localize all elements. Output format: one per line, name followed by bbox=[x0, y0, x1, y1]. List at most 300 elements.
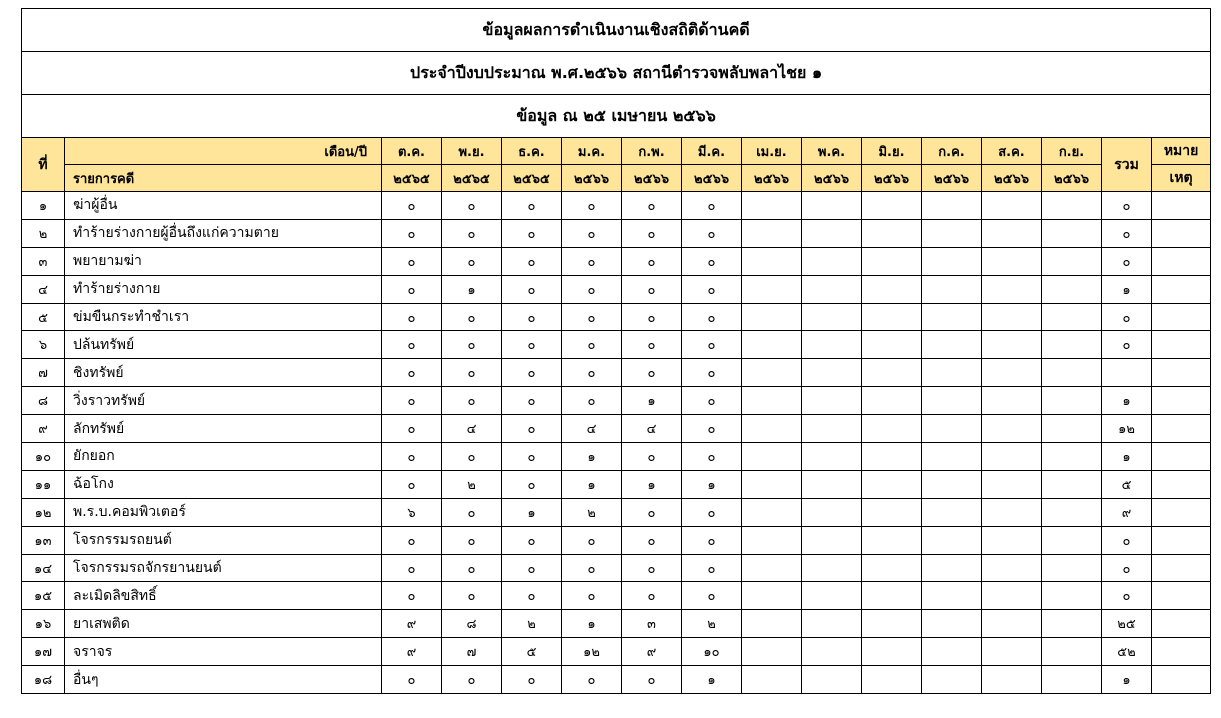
month-value: ๙ bbox=[622, 638, 682, 666]
row-number: ๑๖ bbox=[22, 610, 65, 638]
month-value: ๐ bbox=[622, 582, 682, 610]
month-value bbox=[802, 526, 862, 554]
header-month: ก.ย. bbox=[1042, 138, 1102, 165]
month-value: ๐ bbox=[502, 443, 562, 471]
month-value: ๐ bbox=[442, 219, 502, 247]
row-remark bbox=[1152, 526, 1211, 554]
month-value bbox=[742, 359, 802, 387]
month-value bbox=[922, 638, 982, 666]
row-number: ๑๓ bbox=[22, 526, 65, 554]
case-name: ฆ่าผู้อื่น bbox=[65, 192, 382, 220]
month-value bbox=[742, 470, 802, 498]
month-value: ๐ bbox=[442, 192, 502, 220]
month-value bbox=[1042, 526, 1102, 554]
row-remark bbox=[1152, 610, 1211, 638]
month-value bbox=[862, 638, 922, 666]
month-value: ๑ bbox=[562, 443, 622, 471]
header-month: พ.ย. bbox=[442, 138, 502, 165]
month-value bbox=[802, 359, 862, 387]
month-value bbox=[982, 526, 1042, 554]
month-value bbox=[922, 303, 982, 331]
month-value bbox=[982, 443, 1042, 471]
month-value bbox=[862, 526, 922, 554]
month-value bbox=[982, 554, 1042, 582]
row-number: ๘ bbox=[22, 387, 65, 415]
month-value: ๐ bbox=[622, 219, 682, 247]
month-value bbox=[862, 415, 922, 443]
month-value bbox=[982, 470, 1042, 498]
month-value: ๖ bbox=[382, 498, 442, 526]
month-value: ๙ bbox=[382, 638, 442, 666]
header-month: มิ.ย. bbox=[862, 138, 922, 165]
month-value bbox=[922, 247, 982, 275]
row-remark bbox=[1152, 582, 1211, 610]
month-value: ๑ bbox=[502, 498, 562, 526]
row-number: ๑๔ bbox=[22, 554, 65, 582]
month-value: ๐ bbox=[562, 192, 622, 220]
row-remark bbox=[1152, 359, 1211, 387]
month-value bbox=[742, 303, 802, 331]
row-number: ๑๑ bbox=[22, 470, 65, 498]
row-number: ๑๐ bbox=[22, 443, 65, 471]
month-value: ๐ bbox=[442, 359, 502, 387]
header-month: ก.ค. bbox=[922, 138, 982, 165]
month-value bbox=[922, 526, 982, 554]
case-name: ชิงทรัพย์ bbox=[65, 359, 382, 387]
month-value: ๐ bbox=[442, 247, 502, 275]
header-month: ส.ค. bbox=[982, 138, 1042, 165]
row-remark bbox=[1152, 247, 1211, 275]
row-total bbox=[1102, 359, 1152, 387]
month-value bbox=[922, 275, 982, 303]
month-value bbox=[742, 554, 802, 582]
month-value bbox=[1042, 359, 1102, 387]
month-value: ๒ bbox=[442, 470, 502, 498]
month-value: ๐ bbox=[442, 498, 502, 526]
table-row bbox=[22, 666, 1211, 694]
case-name: โจรกรรมรถจักรยานยนต์ bbox=[65, 554, 382, 582]
month-value: ๐ bbox=[442, 554, 502, 582]
month-value bbox=[1042, 303, 1102, 331]
month-value: ๓ bbox=[622, 610, 682, 638]
header-month: มี.ค. bbox=[682, 138, 742, 165]
month-value bbox=[1042, 443, 1102, 471]
table-row bbox=[22, 526, 1211, 554]
month-value bbox=[1042, 331, 1102, 359]
month-value bbox=[742, 415, 802, 443]
table-row bbox=[22, 387, 1211, 415]
month-value bbox=[802, 219, 862, 247]
month-value: ๐ bbox=[442, 582, 502, 610]
month-value: ๐ bbox=[682, 582, 742, 610]
month-value: ๐ bbox=[382, 415, 442, 443]
month-value: ๐ bbox=[622, 666, 682, 694]
month-value bbox=[802, 331, 862, 359]
case-name: อื่นๆ bbox=[65, 666, 382, 694]
row-remark bbox=[1152, 443, 1211, 471]
month-value bbox=[982, 498, 1042, 526]
month-value bbox=[1042, 219, 1102, 247]
month-value bbox=[862, 387, 922, 415]
month-value: ๕ bbox=[502, 638, 562, 666]
month-value: ๐ bbox=[502, 415, 562, 443]
month-value: ๗ bbox=[442, 638, 502, 666]
header-month: ก.พ. bbox=[622, 138, 682, 165]
report-title: ข้อมูลผลการดำเนินงานเชิงสถิติด้านคดี bbox=[22, 9, 1211, 52]
month-value bbox=[742, 498, 802, 526]
month-value: ๐ bbox=[442, 526, 502, 554]
month-value: ๐ bbox=[622, 526, 682, 554]
case-statistics-table bbox=[21, 8, 1211, 694]
row-number: ๔ bbox=[22, 275, 65, 303]
month-value bbox=[1042, 387, 1102, 415]
table-row bbox=[22, 247, 1211, 275]
month-value: ๐ bbox=[562, 219, 622, 247]
row-remark bbox=[1152, 638, 1211, 666]
month-value bbox=[802, 443, 862, 471]
month-value: ๐ bbox=[622, 331, 682, 359]
row-remark bbox=[1152, 192, 1211, 220]
month-value bbox=[802, 247, 862, 275]
row-number: ๑๕ bbox=[22, 582, 65, 610]
case-name: ยาเสพติด bbox=[65, 610, 382, 638]
month-value bbox=[742, 247, 802, 275]
month-value: ๐ bbox=[382, 359, 442, 387]
month-value: ๐ bbox=[562, 666, 622, 694]
row-total: ๕๒ bbox=[1102, 638, 1152, 666]
month-value: ๑ bbox=[682, 470, 742, 498]
month-value bbox=[1042, 638, 1102, 666]
month-value bbox=[802, 415, 862, 443]
month-value bbox=[862, 666, 922, 694]
month-value: ๐ bbox=[622, 443, 682, 471]
month-value bbox=[862, 192, 922, 220]
row-number: ๗ bbox=[22, 359, 65, 387]
header-month: เม.ย. bbox=[742, 138, 802, 165]
header-month: พ.ค. bbox=[802, 138, 862, 165]
row-total: ๐ bbox=[1102, 331, 1152, 359]
month-value: ๐ bbox=[382, 275, 442, 303]
month-value bbox=[742, 275, 802, 303]
row-number: ๙ bbox=[22, 415, 65, 443]
month-value: ๘ bbox=[442, 610, 502, 638]
month-value bbox=[802, 387, 862, 415]
month-value bbox=[1042, 192, 1102, 220]
month-value: ๐ bbox=[622, 554, 682, 582]
table-row bbox=[22, 610, 1211, 638]
month-value bbox=[862, 303, 922, 331]
month-value bbox=[922, 219, 982, 247]
month-value: ๐ bbox=[562, 303, 622, 331]
month-value bbox=[1042, 275, 1102, 303]
month-value: ๐ bbox=[682, 247, 742, 275]
month-value bbox=[802, 192, 862, 220]
header-total: รวม bbox=[1102, 138, 1152, 192]
case-name: ฉ้อโกง bbox=[65, 470, 382, 498]
month-value: ๐ bbox=[502, 219, 562, 247]
month-value: ๔ bbox=[622, 415, 682, 443]
case-name: โจรกรรมรถยนต์ bbox=[65, 526, 382, 554]
month-value bbox=[802, 610, 862, 638]
table-row bbox=[22, 443, 1211, 471]
month-value bbox=[1042, 582, 1102, 610]
row-number: ๑๗ bbox=[22, 638, 65, 666]
month-value bbox=[862, 498, 922, 526]
report-subtitle: ประจำปีงบประมาณ พ.ศ.๒๕๖๖ สถานีตำรวจพลับพลาไชย ๑ bbox=[22, 52, 1211, 95]
header-year: ๒๕๖๕ bbox=[382, 165, 442, 192]
table-row bbox=[22, 192, 1211, 220]
row-total: ๐ bbox=[1102, 219, 1152, 247]
row-number: ๑ bbox=[22, 192, 65, 220]
month-value: ๐ bbox=[382, 443, 442, 471]
month-value: ๐ bbox=[562, 582, 622, 610]
month-value: ๐ bbox=[502, 470, 562, 498]
month-value bbox=[802, 554, 862, 582]
month-value bbox=[982, 582, 1042, 610]
table-row bbox=[22, 470, 1211, 498]
header-month: ธ.ค. bbox=[502, 138, 562, 165]
month-value: ๐ bbox=[502, 331, 562, 359]
month-value: ๐ bbox=[562, 526, 622, 554]
month-value bbox=[742, 582, 802, 610]
header-year: ๒๕๖๖ bbox=[562, 165, 622, 192]
row-total: ๐ bbox=[1102, 554, 1152, 582]
month-value: ๐ bbox=[682, 415, 742, 443]
month-value bbox=[802, 666, 862, 694]
header-year: ๒๕๖๖ bbox=[982, 165, 1042, 192]
row-total: ๑ bbox=[1102, 387, 1152, 415]
month-value: ๑ bbox=[562, 610, 622, 638]
month-value bbox=[862, 470, 922, 498]
month-value bbox=[862, 610, 922, 638]
month-value: ๐ bbox=[562, 247, 622, 275]
month-value bbox=[742, 219, 802, 247]
table-row bbox=[22, 415, 1211, 443]
month-value bbox=[862, 359, 922, 387]
month-value: ๐ bbox=[382, 303, 442, 331]
case-name: ทำร้ายร่างกายผู้อื่นถึงแก่ความตาย bbox=[65, 219, 382, 247]
month-value bbox=[922, 470, 982, 498]
header-year: ๒๕๖๖ bbox=[922, 165, 982, 192]
header-case-list: รายการคดี bbox=[65, 165, 382, 192]
table-row bbox=[22, 638, 1211, 666]
month-value: ๐ bbox=[382, 554, 442, 582]
row-number: ๑๒ bbox=[22, 498, 65, 526]
month-value: ๑๒ bbox=[562, 638, 622, 666]
row-remark bbox=[1152, 275, 1211, 303]
month-value: ๐ bbox=[382, 470, 442, 498]
header-year: ๒๕๖๖ bbox=[682, 165, 742, 192]
month-value: ๐ bbox=[502, 275, 562, 303]
month-value bbox=[862, 275, 922, 303]
row-number: ๑๘ bbox=[22, 666, 65, 694]
table-row bbox=[22, 554, 1211, 582]
month-value: ๐ bbox=[442, 331, 502, 359]
table-row bbox=[22, 359, 1211, 387]
row-total: ๒๕ bbox=[1102, 610, 1152, 638]
month-value: ๐ bbox=[382, 526, 442, 554]
month-value: ๐ bbox=[442, 387, 502, 415]
header-year: ๒๕๖๖ bbox=[622, 165, 682, 192]
month-value: ๐ bbox=[682, 219, 742, 247]
month-value: ๐ bbox=[682, 554, 742, 582]
month-value bbox=[742, 192, 802, 220]
case-name: ยักยอก bbox=[65, 443, 382, 471]
month-value: ๑ bbox=[622, 387, 682, 415]
row-remark bbox=[1152, 331, 1211, 359]
month-value: ๐ bbox=[502, 666, 562, 694]
month-value bbox=[742, 610, 802, 638]
month-value bbox=[922, 666, 982, 694]
month-value bbox=[982, 275, 1042, 303]
table-row bbox=[22, 275, 1211, 303]
month-value: ๐ bbox=[682, 443, 742, 471]
header-year: ๒๕๖๖ bbox=[862, 165, 922, 192]
month-value bbox=[922, 331, 982, 359]
month-value: ๐ bbox=[682, 498, 742, 526]
month-value bbox=[1042, 610, 1102, 638]
month-value: ๑๐ bbox=[682, 638, 742, 666]
row-total: ๐ bbox=[1102, 303, 1152, 331]
month-value bbox=[742, 638, 802, 666]
header-month: ม.ค. bbox=[562, 138, 622, 165]
header-year: ๒๕๖๕ bbox=[502, 165, 562, 192]
report-date: ข้อมูล ณ ๒๕ เมษายน ๒๕๖๖ bbox=[22, 95, 1211, 138]
month-value: ๐ bbox=[622, 275, 682, 303]
month-value: ๐ bbox=[622, 247, 682, 275]
table-row bbox=[22, 219, 1211, 247]
month-value: ๐ bbox=[382, 331, 442, 359]
month-value: ๐ bbox=[562, 331, 622, 359]
month-value: ๙ bbox=[382, 610, 442, 638]
row-total: ๐ bbox=[1102, 582, 1152, 610]
case-name: วิ่งราวทรัพย์ bbox=[65, 387, 382, 415]
month-value: ๐ bbox=[682, 359, 742, 387]
month-value: ๐ bbox=[682, 331, 742, 359]
row-total: ๐ bbox=[1102, 247, 1152, 275]
month-value: ๐ bbox=[502, 582, 562, 610]
header-year: ๒๕๖๖ bbox=[742, 165, 802, 192]
month-value bbox=[862, 443, 922, 471]
table-row bbox=[22, 582, 1211, 610]
month-value bbox=[802, 498, 862, 526]
month-value bbox=[742, 443, 802, 471]
row-total: ๑ bbox=[1102, 666, 1152, 694]
row-total: ๕ bbox=[1102, 470, 1152, 498]
case-name: พ.ร.บ.คอมพิวเตอร์ bbox=[65, 498, 382, 526]
month-value bbox=[862, 219, 922, 247]
month-value: ๒ bbox=[562, 498, 622, 526]
header-year: ๒๕๖๖ bbox=[1042, 165, 1102, 192]
row-remark bbox=[1152, 387, 1211, 415]
month-value: ๐ bbox=[682, 387, 742, 415]
month-value bbox=[1042, 554, 1102, 582]
month-value: ๔ bbox=[562, 415, 622, 443]
month-value bbox=[982, 387, 1042, 415]
month-value bbox=[922, 387, 982, 415]
month-value bbox=[1042, 666, 1102, 694]
month-value: ๐ bbox=[562, 275, 622, 303]
header-year: ๒๕๖๕ bbox=[442, 165, 502, 192]
month-value: ๐ bbox=[622, 303, 682, 331]
month-value: ๐ bbox=[502, 526, 562, 554]
month-value: ๒ bbox=[682, 610, 742, 638]
month-value: ๐ bbox=[382, 582, 442, 610]
month-value: ๒ bbox=[502, 610, 562, 638]
row-remark bbox=[1152, 470, 1211, 498]
month-value bbox=[802, 638, 862, 666]
row-total: ๑๒ bbox=[1102, 415, 1152, 443]
month-value: ๐ bbox=[682, 526, 742, 554]
month-value bbox=[742, 666, 802, 694]
month-value: ๐ bbox=[562, 359, 622, 387]
case-name: ปล้นทรัพย์ bbox=[65, 331, 382, 359]
month-value: ๐ bbox=[682, 275, 742, 303]
month-value: ๐ bbox=[682, 192, 742, 220]
month-value bbox=[862, 554, 922, 582]
month-value bbox=[802, 303, 862, 331]
month-value: ๐ bbox=[382, 247, 442, 275]
month-value: ๑ bbox=[622, 470, 682, 498]
month-value: ๐ bbox=[622, 192, 682, 220]
month-value bbox=[982, 666, 1042, 694]
month-value bbox=[742, 387, 802, 415]
month-value bbox=[922, 415, 982, 443]
month-value bbox=[982, 415, 1042, 443]
month-value bbox=[802, 275, 862, 303]
header-year: ๒๕๖๖ bbox=[802, 165, 862, 192]
table-row bbox=[22, 331, 1211, 359]
row-number: ๖ bbox=[22, 331, 65, 359]
case-name: จราจร bbox=[65, 638, 382, 666]
month-value: ๐ bbox=[382, 387, 442, 415]
month-value bbox=[1042, 498, 1102, 526]
case-name: ทำร้ายร่างกาย bbox=[65, 275, 382, 303]
header-remark: หมาย bbox=[1152, 138, 1211, 165]
month-value: ๐ bbox=[562, 554, 622, 582]
month-value: ๐ bbox=[382, 192, 442, 220]
row-remark bbox=[1152, 303, 1211, 331]
row-remark bbox=[1152, 498, 1211, 526]
month-value bbox=[802, 582, 862, 610]
row-total: ๙ bbox=[1102, 498, 1152, 526]
case-name: ข่มขืนกระทำชำเรา bbox=[65, 303, 382, 331]
month-value: ๐ bbox=[382, 666, 442, 694]
statistics-sheet bbox=[21, 8, 1211, 694]
month-value: ๐ bbox=[622, 359, 682, 387]
month-value bbox=[982, 247, 1042, 275]
month-value: ๐ bbox=[442, 666, 502, 694]
month-value bbox=[922, 192, 982, 220]
month-value: ๑ bbox=[682, 666, 742, 694]
header-no: ที่ bbox=[22, 138, 65, 192]
case-name: ละเมิดลิขสิทธิ์ bbox=[65, 582, 382, 610]
month-value bbox=[982, 638, 1042, 666]
month-value bbox=[862, 247, 922, 275]
month-value bbox=[742, 331, 802, 359]
month-value: ๐ bbox=[502, 554, 562, 582]
row-remark bbox=[1152, 554, 1211, 582]
month-value bbox=[922, 443, 982, 471]
month-value: ๐ bbox=[502, 247, 562, 275]
month-value: ๐ bbox=[442, 303, 502, 331]
table-row bbox=[22, 498, 1211, 526]
row-number: ๕ bbox=[22, 303, 65, 331]
month-value: ๐ bbox=[682, 303, 742, 331]
row-number: ๓ bbox=[22, 247, 65, 275]
month-value bbox=[922, 554, 982, 582]
case-name: ลักทรัพย์ bbox=[65, 415, 382, 443]
